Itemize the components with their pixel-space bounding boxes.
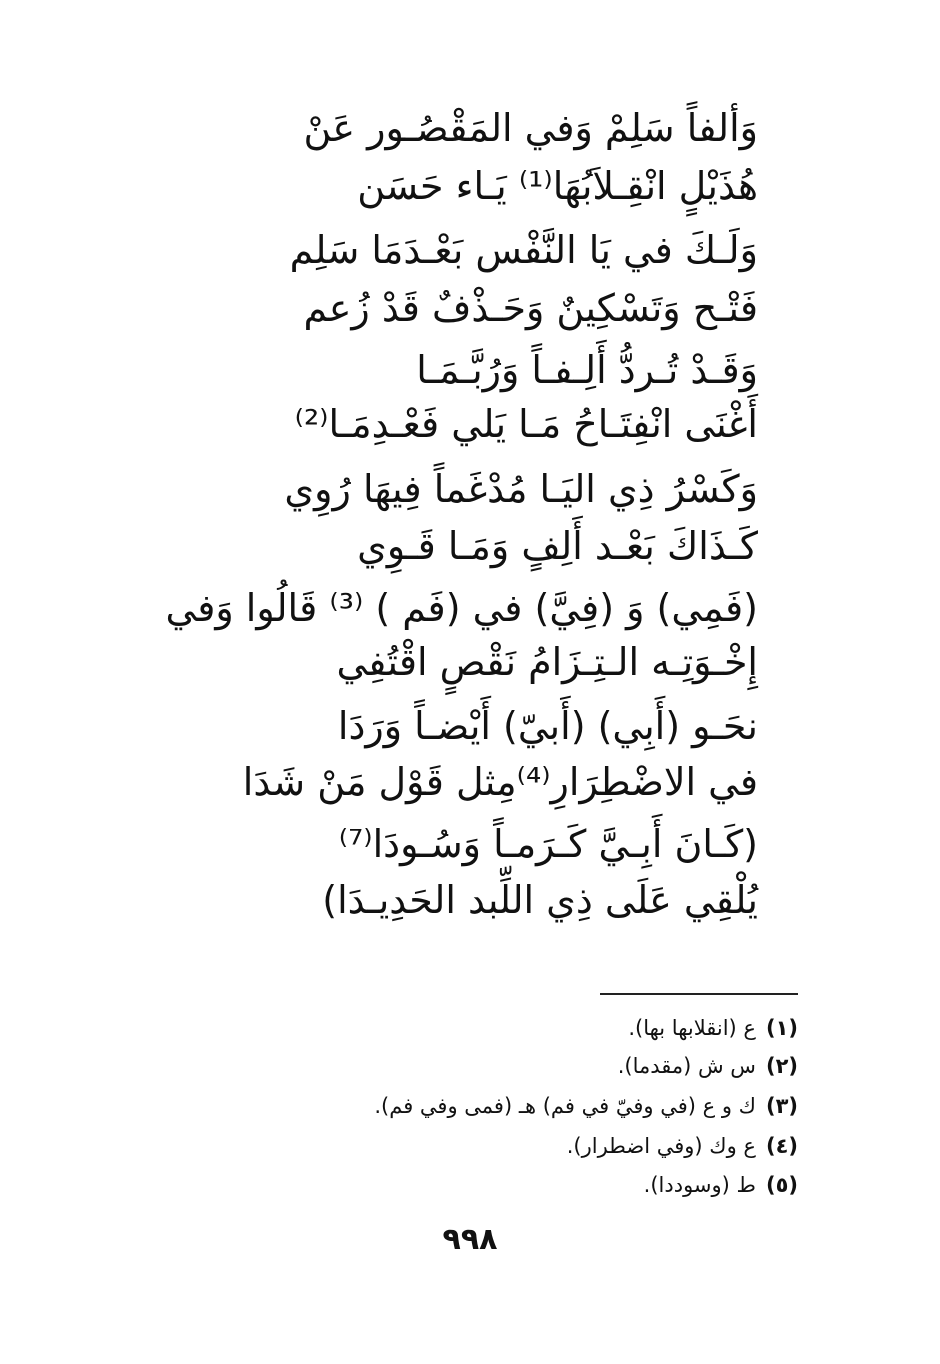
verse-1-second-hemistich: هُذَيْلٍ انْقِـلاَبُهَا⁽¹⁾ يَـاء حَسَن xyxy=(357,164,758,208)
verse-4-first-hemistich: وَكَسْرُ ذِي اليَـا مُدْغَماً فِيهَا رُوِي xyxy=(284,467,758,511)
footnote-4-text: ع وك (وفي اضطرار). xyxy=(566,1134,756,1158)
footnote-separator xyxy=(600,993,798,995)
footnote-3-text: ك و ع (في وفيّ في فم) هـ (فمى وفي فم). xyxy=(374,1094,756,1118)
verse-2-second-hemistich: فَتْـح وَتَسْكِينٌ وَحَـذْفٌ قَدْ زُعم xyxy=(303,286,758,330)
footnote-4 xyxy=(238,1131,798,1161)
footnote-1-text: ع (انقلابها بها). xyxy=(628,1016,756,1040)
footnote-4-number: (٤) xyxy=(765,1134,798,1158)
footnote-5-text: ط (وسوددا). xyxy=(643,1173,756,1197)
footnote-3 xyxy=(238,1091,798,1121)
page-number: ٩٩٨ xyxy=(442,1222,498,1257)
verse-1-first-hemistich: وَألفاً سَلِمْ وَفي المَقْصُـور عَنْ xyxy=(303,106,758,150)
verse-4-second-hemistich: كَـذَاكَ بَعْـد أَلِفٍ وَمَـا قَـوِي xyxy=(357,524,758,568)
verse-5-first-hemistich: (فَمِي) وَ (فِيَّ) في (فَم ) ⁽³⁾ قَالُوا وَفي xyxy=(165,586,758,630)
footnote-5-number: (٥) xyxy=(765,1173,798,1197)
footnote-1 xyxy=(238,1013,798,1043)
footnote-2-number: (٢) xyxy=(765,1054,798,1078)
verse-7-first-hemistich: (كَـانَ أَبِـيَّ كَـرَمـاً وَسُـودَا⁽⁷⁾ xyxy=(338,822,758,866)
verse-2-first-hemistich: وَلَـكَ في يَا النَّفْس بَعْـدَمَا سَلِم xyxy=(289,228,758,272)
verse-6-second-hemistich: في الاضْطِرَارِ⁽⁴⁾مِثل قَوْل مَنْ شَدَا xyxy=(242,760,758,804)
verse-6-first-hemistich: نحَـو (أَبِي) (أَبيّ) أَيْضـاً وَرَدَا xyxy=(337,704,758,748)
verse-3-first-hemistich: وَقَـدْ تُـردُّ أَلِـفـاً وَرُبَّـمَـا xyxy=(416,348,758,392)
verse-5-second-hemistich: إِخْـوَتِـه الـتِـزَامُ نَقْصٍ اقْتُفِي xyxy=(336,640,758,684)
footnote-5 xyxy=(238,1170,798,1200)
footnote-1-number: (١) xyxy=(765,1016,798,1040)
verse-7-second-hemistich: يُلْقِي عَلَى ذِي اللِّبد الحَدِيـدَا) xyxy=(322,878,758,922)
footnote-2-text: س ش (مقدما). xyxy=(617,1054,756,1078)
footnote-2 xyxy=(238,1051,798,1081)
footnote-3-number: (٣) xyxy=(765,1094,798,1118)
verse-3-second-hemistich: أَغْنَى انْفِتَـاحُ مَـا يَلي فَعْـدِمَـا⁽²⁾ xyxy=(294,402,758,446)
